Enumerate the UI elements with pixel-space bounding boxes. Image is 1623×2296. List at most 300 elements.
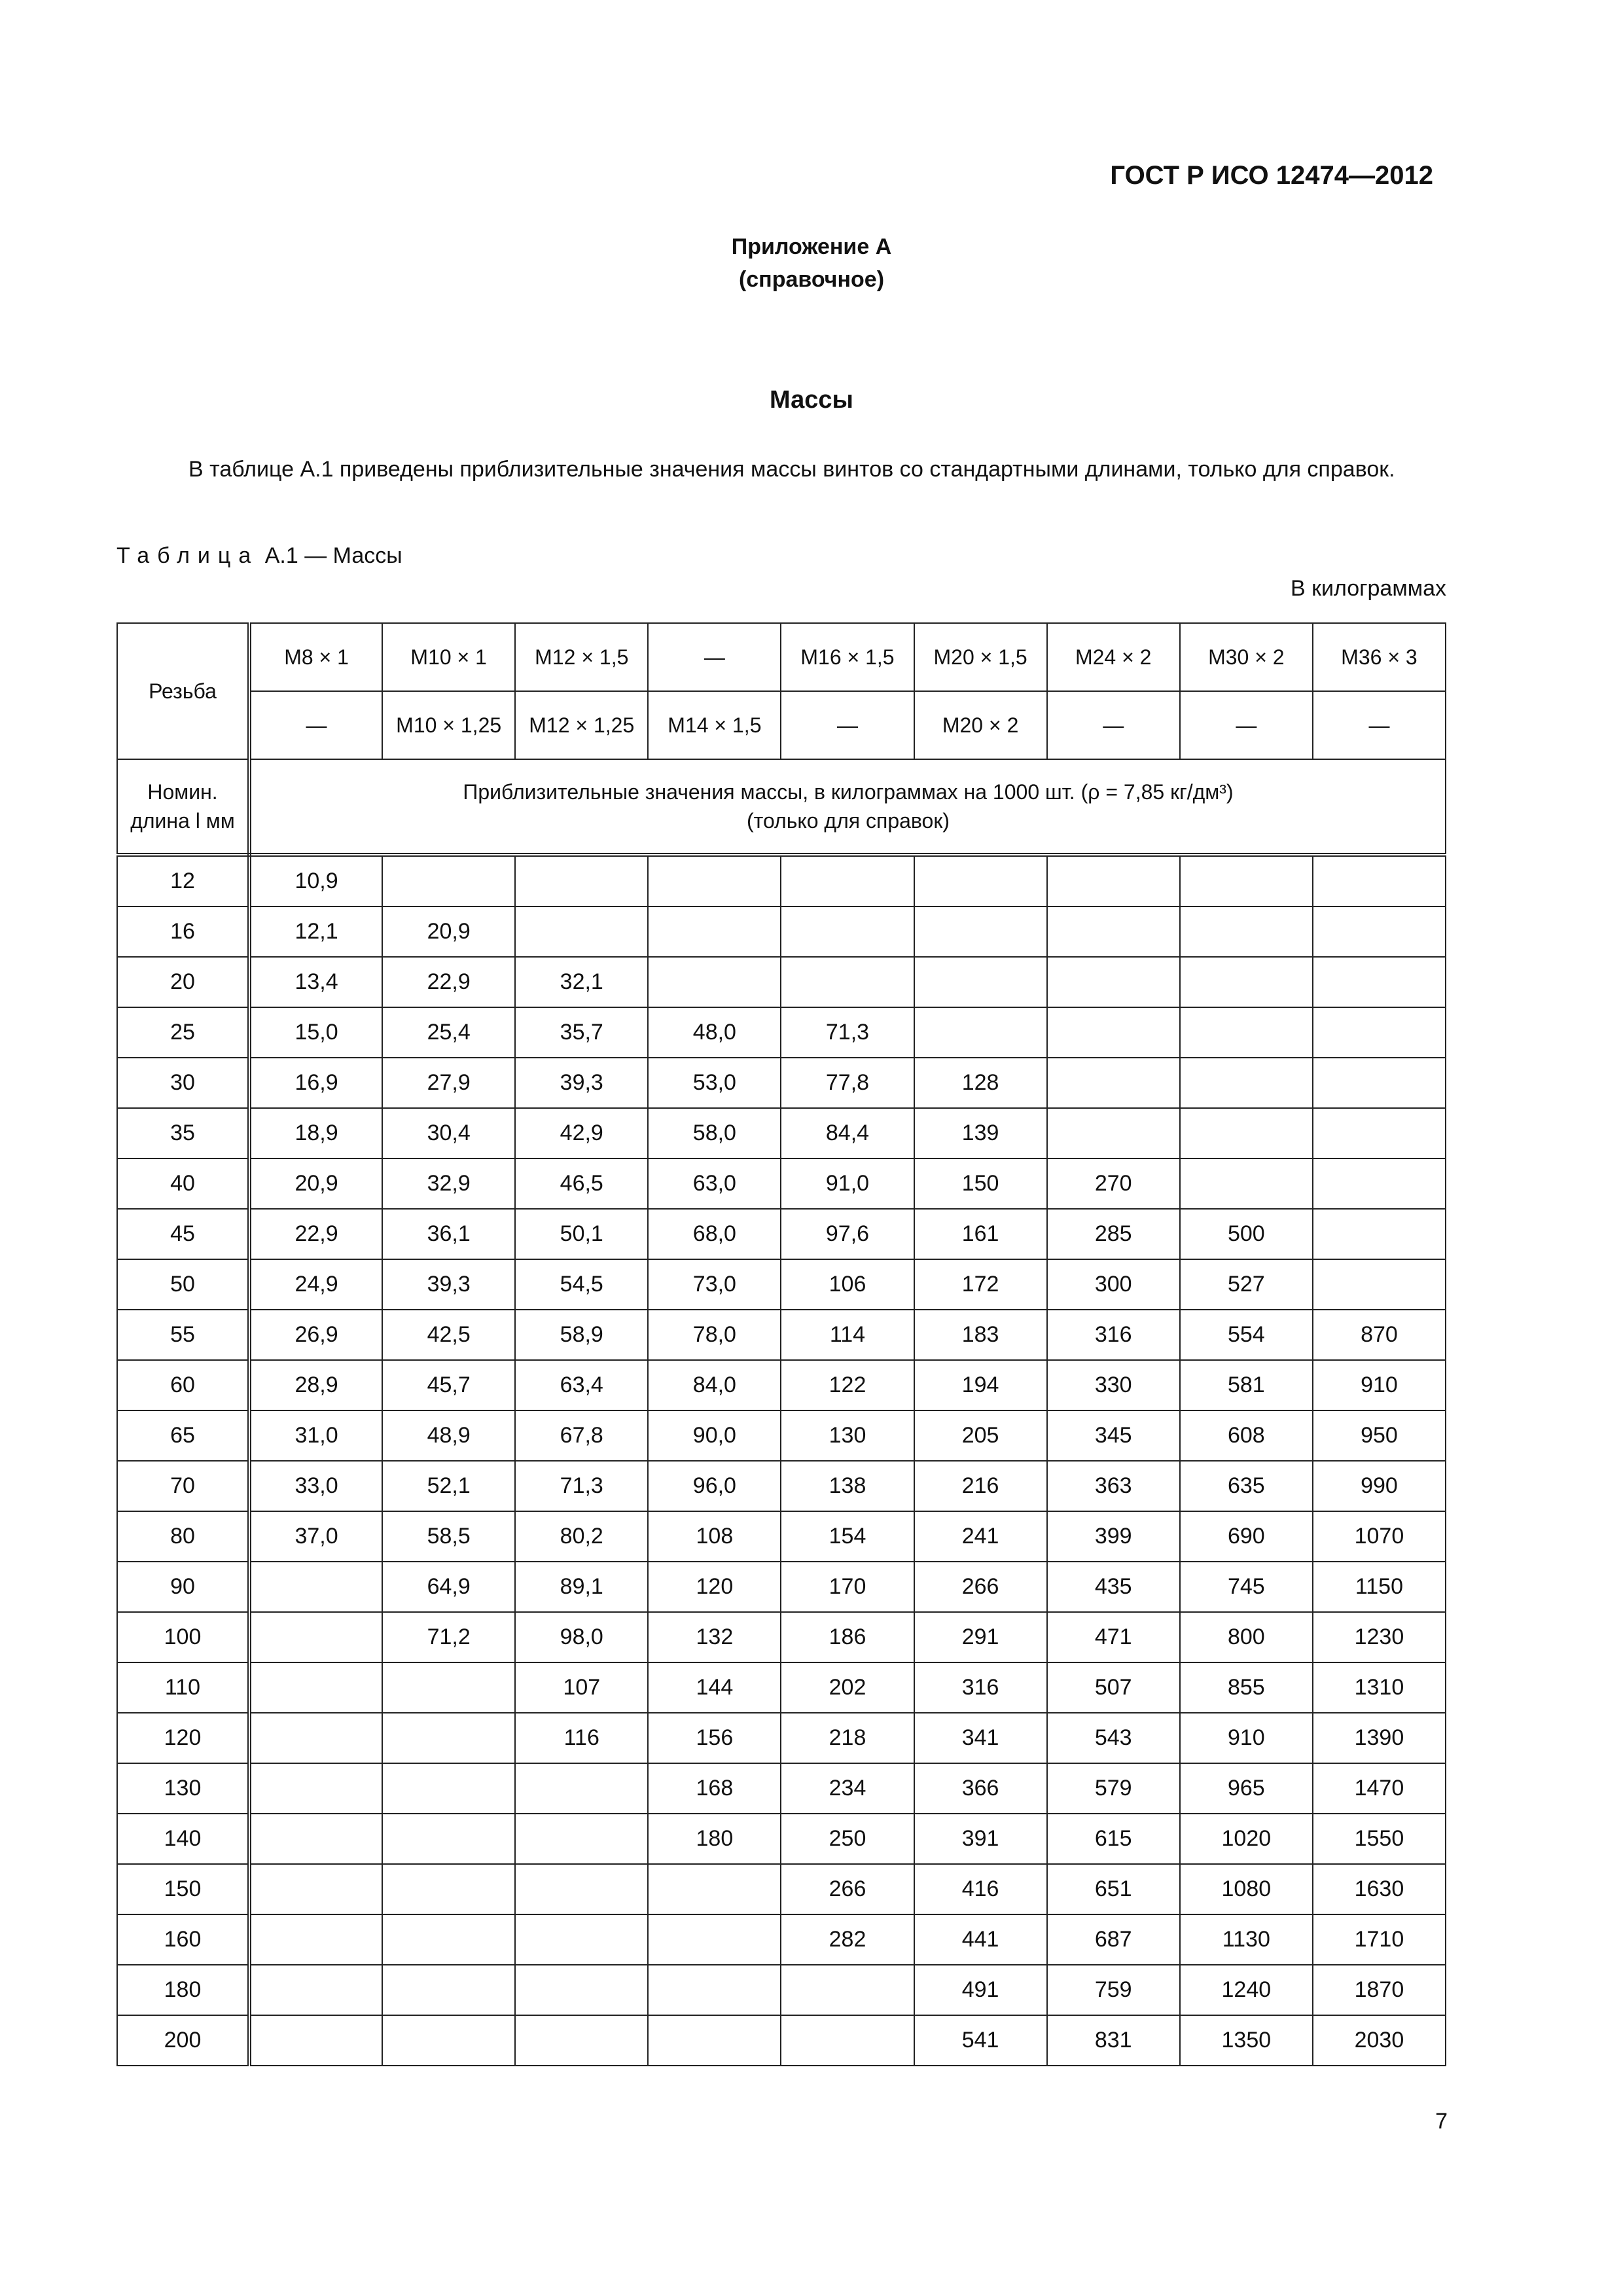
mass-cell: 608 bbox=[1180, 1410, 1313, 1461]
mass-cell: 122 bbox=[781, 1360, 914, 1410]
mass-cell: 1080 bbox=[1180, 1864, 1313, 1914]
mass-cell bbox=[914, 957, 1047, 1007]
mass-cell: 98,0 bbox=[515, 1612, 648, 1662]
mass-cell bbox=[914, 1007, 1047, 1058]
table-row bbox=[117, 906, 1446, 957]
thread-coarse: M24 × 2 bbox=[1047, 623, 1180, 691]
mass-cell: 1070 bbox=[1313, 1511, 1446, 1562]
length-cell: 25 bbox=[117, 1007, 249, 1058]
mass-cell: 48,9 bbox=[382, 1410, 515, 1461]
length-cell: 200 bbox=[117, 2015, 249, 2066]
mass-cell: 107 bbox=[515, 1662, 648, 1713]
length-cell: 50 bbox=[117, 1259, 249, 1310]
table-row bbox=[117, 1914, 1446, 1965]
mass-cell bbox=[648, 1965, 781, 2015]
mass-cell: 84,0 bbox=[648, 1360, 781, 1410]
mass-cell: 266 bbox=[914, 1562, 1047, 1612]
intro-paragraph: В таблице А.1 приведены приблизительные значения массы винтов со стандартными длинами, только для справок. bbox=[188, 457, 1395, 482]
mass-cell: 20,9 bbox=[382, 906, 515, 957]
mass-cell: 37,0 bbox=[249, 1511, 382, 1562]
mass-cell: 89,1 bbox=[515, 1562, 648, 1612]
mass-cell: 97,6 bbox=[781, 1209, 914, 1259]
mass-cell: 22,9 bbox=[382, 957, 515, 1007]
thread-fine: — bbox=[249, 691, 382, 759]
length-cell: 90 bbox=[117, 1562, 249, 1612]
header-row-note bbox=[117, 759, 1446, 855]
header-row-fine bbox=[117, 691, 1446, 759]
mass-cell: 1870 bbox=[1313, 1965, 1446, 2015]
mass-cell: 831 bbox=[1047, 2015, 1180, 2066]
mass-cell: 581 bbox=[1180, 1360, 1313, 1410]
mass-cell: 32,9 bbox=[382, 1158, 515, 1209]
length-cell: 40 bbox=[117, 1158, 249, 1209]
length-cell: 140 bbox=[117, 1814, 249, 1864]
length-label-line1: Номин. bbox=[147, 780, 218, 804]
mass-cell: 84,4 bbox=[781, 1108, 914, 1158]
units-note: В килограммах bbox=[1291, 576, 1446, 601]
table-row bbox=[117, 1713, 1446, 1763]
mass-cell: 554 bbox=[1180, 1310, 1313, 1360]
annex-title: Приложение А bbox=[731, 234, 892, 259]
mass-cell bbox=[515, 1763, 648, 1814]
mass-cell: 341 bbox=[914, 1713, 1047, 1763]
mass-cell: 855 bbox=[1180, 1662, 1313, 1713]
mass-cell bbox=[249, 1814, 382, 1864]
mass-cell bbox=[515, 1864, 648, 1914]
length-cell: 180 bbox=[117, 1965, 249, 2015]
mass-cell: 106 bbox=[781, 1259, 914, 1310]
thread-fine: M12 × 1,25 bbox=[515, 691, 648, 759]
mass-cell: 114 bbox=[781, 1310, 914, 1360]
mass-cell: 130 bbox=[781, 1410, 914, 1461]
mass-cell: 216 bbox=[914, 1461, 1047, 1511]
mass-cell: 1550 bbox=[1313, 1814, 1446, 1864]
mass-cell: 144 bbox=[648, 1662, 781, 1713]
mass-cell: 170 bbox=[781, 1562, 914, 1612]
mass-cell bbox=[1313, 957, 1446, 1007]
mass-cell: 63,4 bbox=[515, 1360, 648, 1410]
mass-cell bbox=[1313, 855, 1446, 906]
mass-cell: 161 bbox=[914, 1209, 1047, 1259]
mass-cell bbox=[648, 1914, 781, 1965]
mass-cell: 282 bbox=[781, 1914, 914, 1965]
mass-cell: 28,9 bbox=[249, 1360, 382, 1410]
table-caption-rest: А.1 — Массы bbox=[259, 543, 402, 568]
mass-cell: 150 bbox=[914, 1158, 1047, 1209]
mass-cell: 1390 bbox=[1313, 1713, 1446, 1763]
mass-cell: 71,3 bbox=[515, 1461, 648, 1511]
mass-cell: 300 bbox=[1047, 1259, 1180, 1310]
table-row bbox=[117, 1461, 1446, 1511]
mass-cell: 202 bbox=[781, 1662, 914, 1713]
mass-cell bbox=[914, 855, 1047, 906]
mass-cell: 366 bbox=[914, 1763, 1047, 1814]
mass-cell: 58,9 bbox=[515, 1310, 648, 1360]
mass-cell bbox=[1313, 906, 1446, 957]
mass-cell bbox=[648, 855, 781, 906]
table-row bbox=[117, 1612, 1446, 1662]
mass-cell bbox=[648, 957, 781, 1007]
table-row bbox=[117, 2015, 1446, 2066]
mass-cell: 68,0 bbox=[648, 1209, 781, 1259]
mass-cell: 180 bbox=[648, 1814, 781, 1864]
mass-cell: 910 bbox=[1313, 1360, 1446, 1410]
mass-cell bbox=[1180, 1158, 1313, 1209]
mass-cell: 250 bbox=[781, 1814, 914, 1864]
mass-cell: 154 bbox=[781, 1511, 914, 1562]
thread-coarse: M30 × 2 bbox=[1180, 623, 1313, 691]
table-row bbox=[117, 957, 1446, 1007]
mass-cell bbox=[515, 855, 648, 906]
mass-cell: 270 bbox=[1047, 1158, 1180, 1209]
mass-cell bbox=[249, 1612, 382, 1662]
mass-cell: 13,4 bbox=[249, 957, 382, 1007]
mass-cell: 491 bbox=[914, 1965, 1047, 2015]
mass-cell: 52,1 bbox=[382, 1461, 515, 1511]
mass-cell: 138 bbox=[781, 1461, 914, 1511]
mass-cell bbox=[1047, 1007, 1180, 1058]
mass-cell: 950 bbox=[1313, 1410, 1446, 1461]
mass-cell bbox=[1313, 1058, 1446, 1108]
mass-cell: 910 bbox=[1180, 1713, 1313, 1763]
mass-cell bbox=[249, 1662, 382, 1713]
mass-cell: 965 bbox=[1180, 1763, 1313, 1814]
mass-cell: 183 bbox=[914, 1310, 1047, 1360]
mass-cell: 54,5 bbox=[515, 1259, 648, 1310]
table-row bbox=[117, 1360, 1446, 1410]
mass-cell bbox=[249, 1864, 382, 1914]
mass-cell: 64,9 bbox=[382, 1562, 515, 1612]
mass-cell: 1240 bbox=[1180, 1965, 1313, 2015]
mass-cell: 1230 bbox=[1313, 1612, 1446, 1662]
mass-cell: 168 bbox=[648, 1763, 781, 1814]
mass-cell: 156 bbox=[648, 1713, 781, 1763]
mass-cell: 194 bbox=[914, 1360, 1047, 1410]
mass-cell bbox=[1047, 906, 1180, 957]
mass-cell: 78,0 bbox=[648, 1310, 781, 1360]
mass-cell: 687 bbox=[1047, 1914, 1180, 1965]
mass-cell: 128 bbox=[914, 1058, 1047, 1108]
table-row bbox=[117, 855, 1446, 906]
mass-cell bbox=[1047, 1058, 1180, 1108]
mass-cell: 77,8 bbox=[781, 1058, 914, 1108]
mass-cell: 42,5 bbox=[382, 1310, 515, 1360]
mass-cell: 416 bbox=[914, 1864, 1047, 1914]
mass-cell bbox=[382, 1763, 515, 1814]
mass-cell: 186 bbox=[781, 1612, 914, 1662]
mass-cell: 15,0 bbox=[249, 1007, 382, 1058]
mass-cell bbox=[648, 906, 781, 957]
mass-cell: 543 bbox=[1047, 1713, 1180, 1763]
mass-cell bbox=[1047, 957, 1180, 1007]
length-cell: 20 bbox=[117, 957, 249, 1007]
mass-cell: 50,1 bbox=[515, 1209, 648, 1259]
mass-cell: 73,0 bbox=[648, 1259, 781, 1310]
mass-cell: 58,0 bbox=[648, 1108, 781, 1158]
table-row bbox=[117, 1662, 1446, 1713]
mass-cell: 172 bbox=[914, 1259, 1047, 1310]
mass-cell bbox=[781, 2015, 914, 2066]
mass-cell: 345 bbox=[1047, 1410, 1180, 1461]
mass-cell bbox=[382, 1814, 515, 1864]
mass-cell: 241 bbox=[914, 1511, 1047, 1562]
mass-cell: 116 bbox=[515, 1713, 648, 1763]
thread-fine: — bbox=[781, 691, 914, 759]
mass-cell: 800 bbox=[1180, 1612, 1313, 1662]
mass-cell bbox=[249, 2015, 382, 2066]
mass-cell bbox=[382, 1864, 515, 1914]
mass-cell: 316 bbox=[1047, 1310, 1180, 1360]
mass-cell: 25,4 bbox=[382, 1007, 515, 1058]
mass-cell: 2030 bbox=[1313, 2015, 1446, 2066]
mass-cell: 471 bbox=[1047, 1612, 1180, 1662]
mass-cell bbox=[249, 1965, 382, 2015]
length-cell: 35 bbox=[117, 1108, 249, 1158]
mass-cell: 330 bbox=[1047, 1360, 1180, 1410]
thread-coarse: M16 × 1,5 bbox=[781, 623, 914, 691]
mass-cell: 18,9 bbox=[249, 1108, 382, 1158]
mass-cell bbox=[382, 1914, 515, 1965]
mass-cell bbox=[1313, 1209, 1446, 1259]
thread-fine: M10 × 1,25 bbox=[382, 691, 515, 759]
mass-cell: 1150 bbox=[1313, 1562, 1446, 1612]
mass-cell: 291 bbox=[914, 1612, 1047, 1662]
mass-cell bbox=[781, 855, 914, 906]
mass-cell bbox=[249, 1763, 382, 1814]
mass-cell bbox=[1047, 1108, 1180, 1158]
length-cell: 160 bbox=[117, 1914, 249, 1965]
thread-coarse: M20 × 1,5 bbox=[914, 623, 1047, 691]
mass-cell: 96,0 bbox=[648, 1461, 781, 1511]
thread-fine: — bbox=[1313, 691, 1446, 759]
table-row bbox=[117, 1763, 1446, 1814]
mass-cell: 745 bbox=[1180, 1562, 1313, 1612]
mass-cell bbox=[1180, 906, 1313, 957]
section-title: Массы bbox=[770, 386, 853, 414]
mass-cell bbox=[1313, 1259, 1446, 1310]
mass-cell: 39,3 bbox=[382, 1259, 515, 1310]
length-label bbox=[117, 759, 249, 855]
length-cell: 45 bbox=[117, 1209, 249, 1259]
mass-cell bbox=[1180, 855, 1313, 906]
mass-table bbox=[116, 622, 1446, 2066]
mass-cell: 30,4 bbox=[382, 1108, 515, 1158]
length-cell: 110 bbox=[117, 1662, 249, 1713]
thread-coarse: M10 × 1 bbox=[382, 623, 515, 691]
length-cell: 65 bbox=[117, 1410, 249, 1461]
mass-cell bbox=[781, 957, 914, 1007]
mass-cell bbox=[382, 1965, 515, 2015]
mass-cell bbox=[515, 1914, 648, 1965]
mass-note-line1: Приблизительные значения массы, в килограммах на 1000 шт. (ρ = 7,85 кг/дм³) bbox=[463, 780, 1234, 804]
length-cell: 150 bbox=[117, 1864, 249, 1914]
mass-cell bbox=[1180, 1058, 1313, 1108]
mass-cell: 635 bbox=[1180, 1461, 1313, 1511]
mass-cell: 10,9 bbox=[249, 855, 382, 906]
thread-label: Резьба bbox=[117, 623, 249, 759]
mass-cell: 316 bbox=[914, 1662, 1047, 1713]
length-cell: 30 bbox=[117, 1058, 249, 1108]
mass-cell bbox=[382, 2015, 515, 2066]
mass-cell: 1350 bbox=[1180, 2015, 1313, 2066]
mass-cell: 33,0 bbox=[249, 1461, 382, 1511]
table-row bbox=[117, 1511, 1446, 1562]
table-row bbox=[117, 1058, 1446, 1108]
mass-cell bbox=[515, 1814, 648, 1864]
mass-cell: 759 bbox=[1047, 1965, 1180, 2015]
mass-cell: 435 bbox=[1047, 1562, 1180, 1612]
table-caption bbox=[116, 543, 402, 569]
mass-cell: 63,0 bbox=[648, 1158, 781, 1209]
mass-cell: 1130 bbox=[1180, 1914, 1313, 1965]
mass-cell bbox=[648, 2015, 781, 2066]
table-row bbox=[117, 1209, 1446, 1259]
mass-cell: 91,0 bbox=[781, 1158, 914, 1209]
mass-cell: 363 bbox=[1047, 1461, 1180, 1511]
mass-cell: 71,2 bbox=[382, 1612, 515, 1662]
mass-cell: 139 bbox=[914, 1108, 1047, 1158]
header-row-coarse bbox=[117, 623, 1446, 691]
mass-cell bbox=[1313, 1108, 1446, 1158]
length-cell: 100 bbox=[117, 1612, 249, 1662]
mass-cell: 26,9 bbox=[249, 1310, 382, 1360]
mass-cell bbox=[515, 906, 648, 957]
mass-cell: 36,1 bbox=[382, 1209, 515, 1259]
mass-cell: 67,8 bbox=[515, 1410, 648, 1461]
mass-cell: 690 bbox=[1180, 1511, 1313, 1562]
mass-cell: 58,5 bbox=[382, 1511, 515, 1562]
mass-cell bbox=[249, 1914, 382, 1965]
mass-cell bbox=[648, 1864, 781, 1914]
mass-cell: 266 bbox=[781, 1864, 914, 1914]
mass-cell: 579 bbox=[1047, 1763, 1180, 1814]
mass-note bbox=[249, 759, 1446, 855]
mass-cell: 1020 bbox=[1180, 1814, 1313, 1864]
table-row bbox=[117, 1965, 1446, 2015]
mass-cell: 32,1 bbox=[515, 957, 648, 1007]
document-code: ГОСТ Р ИСО 12474—2012 bbox=[1110, 161, 1433, 190]
mass-note-line2: (только для справок) bbox=[746, 809, 950, 833]
length-cell: 70 bbox=[117, 1461, 249, 1511]
table-row bbox=[117, 1562, 1446, 1612]
mass-cell: 132 bbox=[648, 1612, 781, 1662]
table-row bbox=[117, 1310, 1446, 1360]
mass-cell: 22,9 bbox=[249, 1209, 382, 1259]
annex-status: (справочное) bbox=[738, 267, 885, 292]
mass-cell bbox=[781, 906, 914, 957]
length-cell: 130 bbox=[117, 1763, 249, 1814]
mass-cell: 990 bbox=[1313, 1461, 1446, 1511]
mass-cell bbox=[382, 1662, 515, 1713]
length-cell: 12 bbox=[117, 855, 249, 906]
table-row bbox=[117, 1864, 1446, 1914]
mass-cell: 24,9 bbox=[249, 1259, 382, 1310]
mass-cell: 527 bbox=[1180, 1259, 1313, 1310]
length-label-line2: длина l мм bbox=[130, 809, 235, 833]
mass-cell: 108 bbox=[648, 1511, 781, 1562]
mass-cell: 48,0 bbox=[648, 1007, 781, 1058]
table-row bbox=[117, 1108, 1446, 1158]
mass-cell: 20,9 bbox=[249, 1158, 382, 1209]
length-cell: 80 bbox=[117, 1511, 249, 1562]
table-row bbox=[117, 1410, 1446, 1461]
mass-cell bbox=[382, 1713, 515, 1763]
thread-fine: — bbox=[1047, 691, 1180, 759]
mass-cell: 285 bbox=[1047, 1209, 1180, 1259]
mass-cell bbox=[1313, 1158, 1446, 1209]
annex-heading bbox=[0, 230, 1623, 296]
mass-cell: 42,9 bbox=[515, 1108, 648, 1158]
mass-cell: 35,7 bbox=[515, 1007, 648, 1058]
mass-cell: 27,9 bbox=[382, 1058, 515, 1108]
mass-cell: 46,5 bbox=[515, 1158, 648, 1209]
mass-cell: 53,0 bbox=[648, 1058, 781, 1108]
mass-table-body bbox=[117, 623, 1446, 2066]
mass-cell bbox=[515, 2015, 648, 2066]
length-cell: 16 bbox=[117, 906, 249, 957]
mass-cell: 120 bbox=[648, 1562, 781, 1612]
thread-coarse: M12 × 1,5 bbox=[515, 623, 648, 691]
length-cell: 60 bbox=[117, 1360, 249, 1410]
mass-cell: 441 bbox=[914, 1914, 1047, 1965]
mass-cell bbox=[1180, 957, 1313, 1007]
mass-cell bbox=[1180, 1108, 1313, 1158]
mass-cell: 90,0 bbox=[648, 1410, 781, 1461]
mass-cell: 500 bbox=[1180, 1209, 1313, 1259]
thread-fine: M20 × 2 bbox=[914, 691, 1047, 759]
mass-cell bbox=[914, 906, 1047, 957]
mass-cell: 234 bbox=[781, 1763, 914, 1814]
mass-cell: 870 bbox=[1313, 1310, 1446, 1360]
mass-cell: 1470 bbox=[1313, 1763, 1446, 1814]
mass-cell: 205 bbox=[914, 1410, 1047, 1461]
mass-cell: 507 bbox=[1047, 1662, 1180, 1713]
mass-cell bbox=[515, 1965, 648, 2015]
mass-cell bbox=[1047, 855, 1180, 906]
mass-cell: 45,7 bbox=[382, 1360, 515, 1410]
mass-cell bbox=[382, 855, 515, 906]
mass-cell: 1710 bbox=[1313, 1914, 1446, 1965]
mass-cell: 399 bbox=[1047, 1511, 1180, 1562]
mass-cell bbox=[1313, 1007, 1446, 1058]
mass-cell: 1310 bbox=[1313, 1662, 1446, 1713]
mass-cell: 651 bbox=[1047, 1864, 1180, 1914]
mass-cell: 71,3 bbox=[781, 1007, 914, 1058]
thread-coarse: — bbox=[648, 623, 781, 691]
mass-cell: 31,0 bbox=[249, 1410, 382, 1461]
mass-cell: 16,9 bbox=[249, 1058, 382, 1108]
mass-cell: 218 bbox=[781, 1713, 914, 1763]
thread-fine: — bbox=[1180, 691, 1313, 759]
mass-cell bbox=[1180, 1007, 1313, 1058]
table-row bbox=[117, 1007, 1446, 1058]
mass-cell bbox=[781, 1965, 914, 2015]
mass-cell: 615 bbox=[1047, 1814, 1180, 1864]
mass-cell bbox=[249, 1713, 382, 1763]
thread-coarse: M8 × 1 bbox=[249, 623, 382, 691]
table-row bbox=[117, 1814, 1446, 1864]
mass-cell: 80,2 bbox=[515, 1511, 648, 1562]
mass-cell: 39,3 bbox=[515, 1058, 648, 1108]
page-number: 7 bbox=[1435, 2109, 1448, 2134]
table-caption-prefix: Таблица bbox=[116, 543, 259, 568]
table-row bbox=[117, 1259, 1446, 1310]
mass-cell: 1630 bbox=[1313, 1864, 1446, 1914]
mass-cell: 12,1 bbox=[249, 906, 382, 957]
mass-cell: 391 bbox=[914, 1814, 1047, 1864]
table-row bbox=[117, 1158, 1446, 1209]
thread-fine: M14 × 1,5 bbox=[648, 691, 781, 759]
